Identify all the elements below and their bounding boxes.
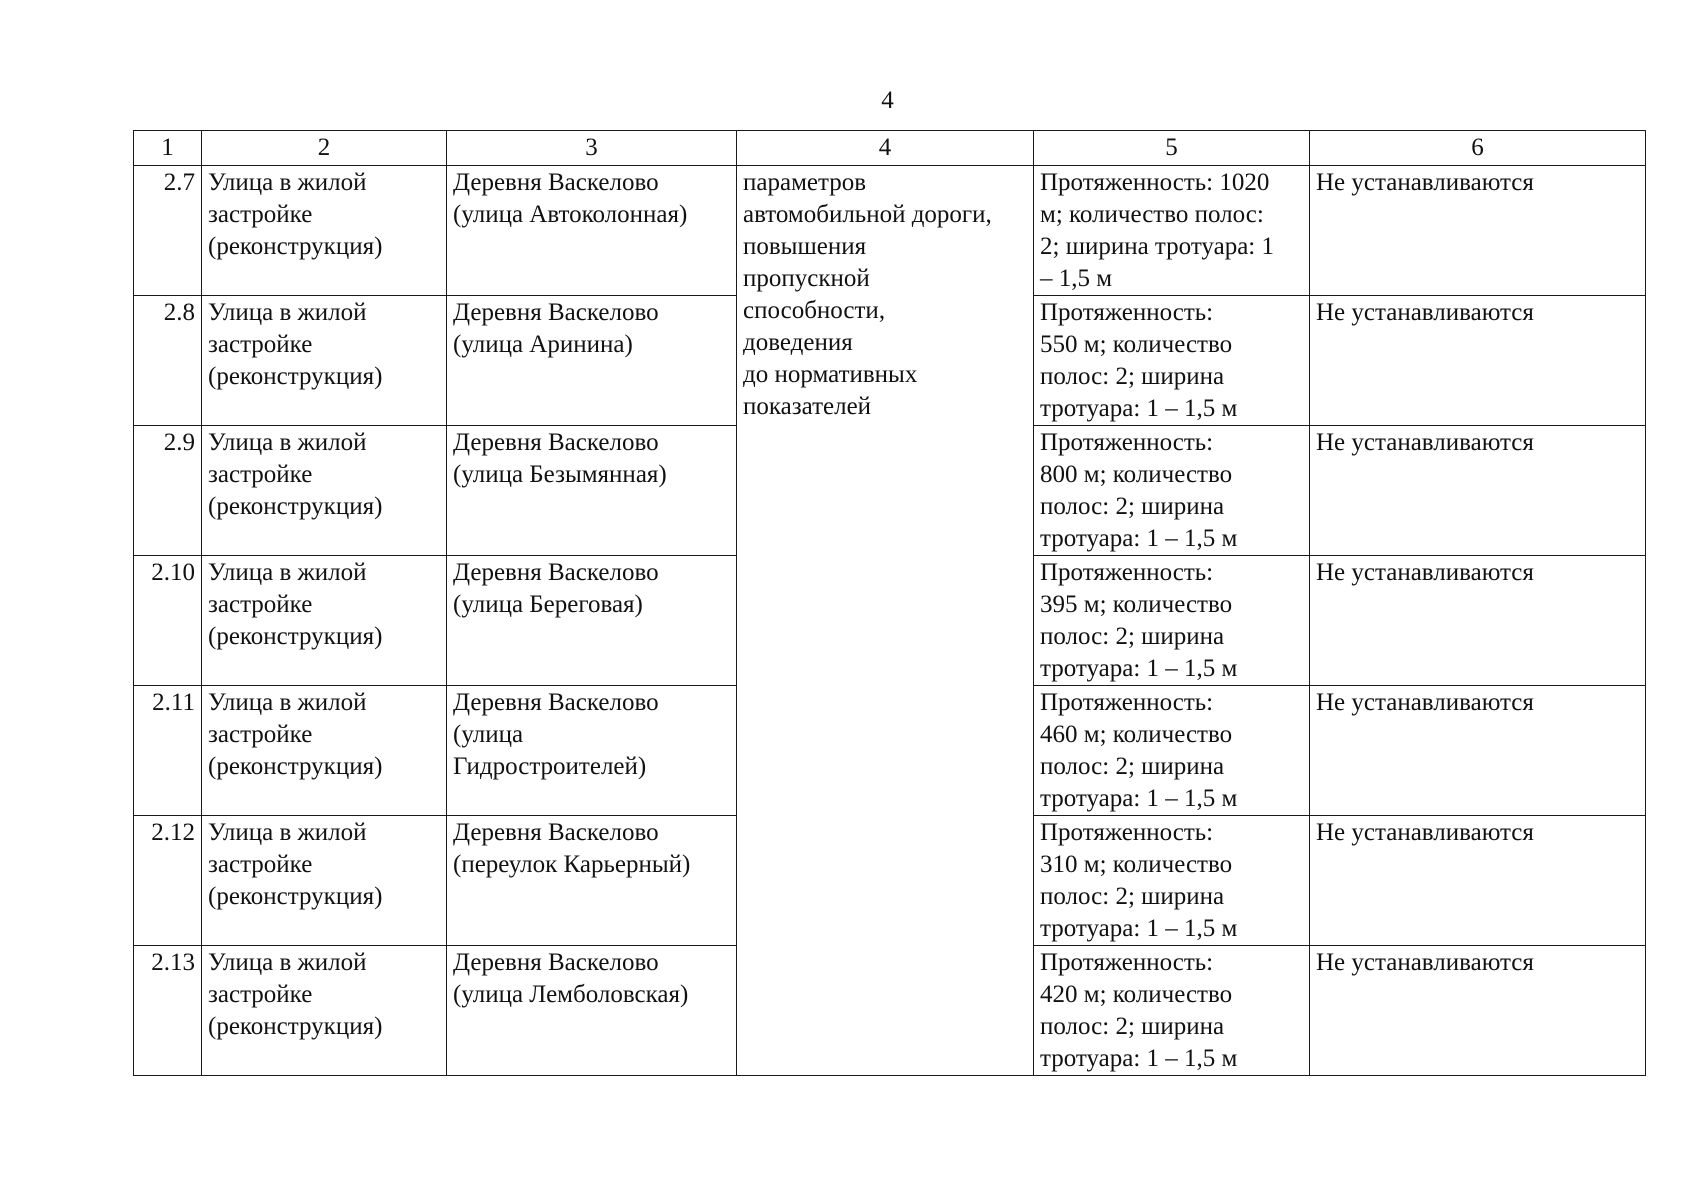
object-location: Деревня Васкелово (улица Автоколонная) — [447, 166, 737, 296]
object-location: Деревня Васкелово (переулок Карьерный) — [447, 816, 737, 946]
column-header: 4 — [737, 131, 1034, 166]
document-table — [133, 130, 1646, 1076]
object-name: Улица в жилой застройке (реконструкция) — [202, 426, 447, 556]
row-number: 2.8 — [134, 296, 202, 426]
restricted-zones: Не устанавливаются — [1310, 556, 1646, 686]
restricted-zones: Не устанавливаются — [1310, 816, 1646, 946]
restricted-zones: Не устанавливаются — [1310, 946, 1646, 1076]
object-name: Улица в жилой застройке (реконструкция) — [202, 686, 447, 816]
object-name: Улица в жилой застройке (реконструкция) — [202, 816, 447, 946]
object-parameters: Протяженность: 420 м; количество полос: 2; ширина тротуара: 1 – 1,5 м — [1034, 946, 1310, 1076]
object-name: Улица в жилой застройке (реконструкция) — [202, 296, 447, 426]
page-number: 4 — [881, 87, 894, 114]
row-number: 2.10 — [134, 556, 202, 686]
row-number: 2.9 — [134, 426, 202, 556]
column-header: 5 — [1034, 131, 1310, 166]
column-header: 1 — [134, 131, 202, 166]
restricted-zones: Не устанавливаются — [1310, 166, 1646, 296]
row-number: 2.12 — [134, 816, 202, 946]
object-location: Деревня Васкелово (улица Лемболовская) — [447, 946, 737, 1076]
object-parameters: Протяженность: 1020 м; количество полос: 2; ширина тротуара: 1 – 1,5 м — [1034, 166, 1310, 296]
object-name: Улица в жилой застройке (реконструкция) — [202, 166, 447, 296]
column-header: 6 — [1310, 131, 1646, 166]
row-number: 2.11 — [134, 686, 202, 816]
column-header: 3 — [447, 131, 737, 166]
row-number: 2.13 — [134, 946, 202, 1076]
object-name: Улица в жилой застройке (реконструкция) — [202, 946, 447, 1076]
object-parameters: Протяженность: 310 м; количество полос: 2; ширина тротуара: 1 – 1,5 м — [1034, 816, 1310, 946]
object-location: Деревня Васкелово (улица Береговая) — [447, 556, 737, 686]
object-location: Деревня Васкелово (улица Аринина) — [447, 296, 737, 426]
table-header-row — [134, 131, 1646, 166]
restricted-zones: Не устанавливаются — [1310, 296, 1646, 426]
table-row — [134, 166, 1646, 296]
purpose-text: параметров автомобильной дороги, повышения пропускной способности, доведения до нормативных показателей — [737, 166, 1034, 1076]
restricted-zones: Не устанавливаются — [1310, 686, 1646, 816]
object-parameters: Протяженность: 550 м; количество полос: 2; ширина тротуара: 1 – 1,5 м — [1034, 296, 1310, 426]
restricted-zones: Не устанавливаются — [1310, 426, 1646, 556]
object-parameters: Протяженность: 800 м; количество полос: 2; ширина тротуара: 1 – 1,5 м — [1034, 426, 1310, 556]
object-location: Деревня Васкелово (улица Безымянная) — [447, 426, 737, 556]
row-number: 2.7 — [134, 166, 202, 296]
object-parameters: Протяженность: 460 м; количество полос: 2; ширина тротуара: 1 – 1,5 м — [1034, 686, 1310, 816]
object-parameters: Протяженность: 395 м; количество полос: 2; ширина тротуара: 1 – 1,5 м — [1034, 556, 1310, 686]
column-header: 2 — [202, 131, 447, 166]
object-name: Улица в жилой застройке (реконструкция) — [202, 556, 447, 686]
object-location: Деревня Васкелово (улица Гидростроителей) — [447, 686, 737, 816]
